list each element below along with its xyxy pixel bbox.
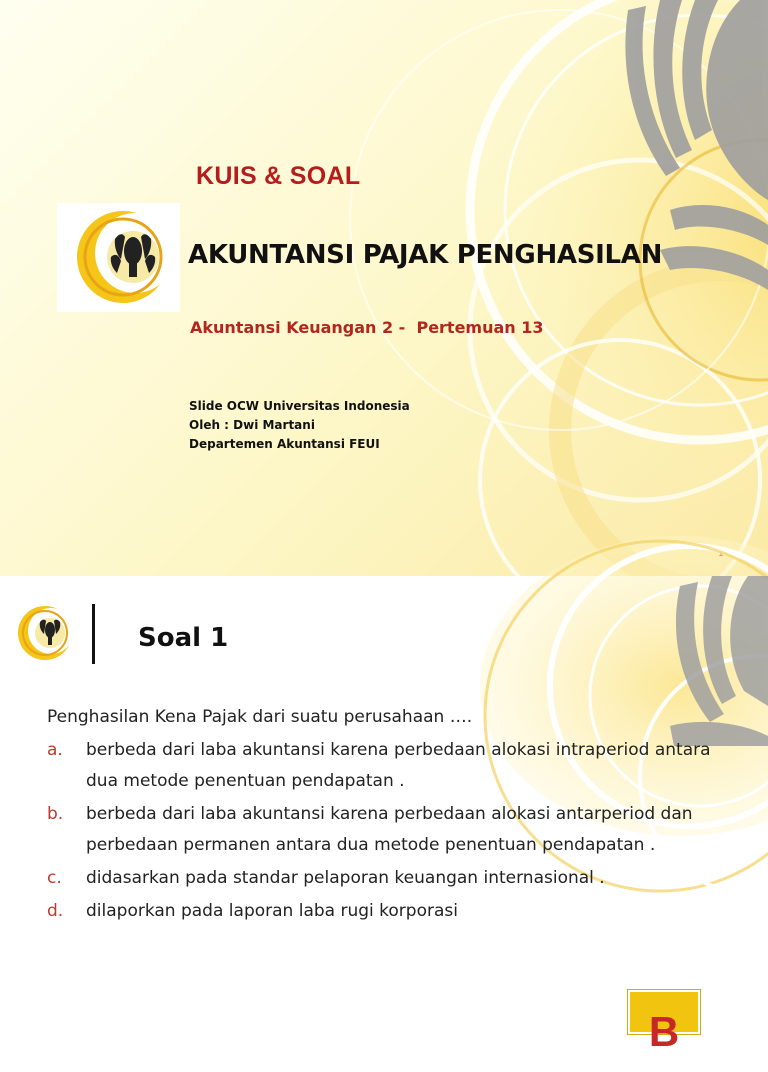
- question-title: Soal 1: [138, 623, 229, 653]
- option-letter: b.: [47, 804, 64, 824]
- question-block: [47, 702, 737, 929]
- option-letter: a.: [47, 740, 63, 760]
- option-text: berbeda dari laba akuntansi karena perbedaan alokasi intraperiod antara dua metode penentuan pendapatan .: [86, 740, 711, 791]
- logo-container: [16, 602, 74, 664]
- option-text: didasarkan pada standar pelaporan keuangan internasional .: [86, 868, 605, 888]
- option-b: [47, 799, 737, 861]
- title-divider: [92, 604, 95, 664]
- option-c: [47, 863, 737, 894]
- main-title: AKUNTANSI PAJAK PENGHASILAN: [188, 240, 663, 270]
- answer-button[interactable]: [628, 990, 700, 1055]
- question-slide: [0, 576, 768, 1055]
- option-text: dilaporkan pada laporan laba rugi korporasi: [86, 901, 458, 921]
- answer-letter: B: [648, 1008, 680, 1055]
- option-letter: d.: [47, 901, 64, 921]
- option-d: [47, 896, 737, 927]
- credit-line: Departemen Akuntansi FEUI: [189, 437, 380, 451]
- logo-container: [57, 203, 180, 312]
- university-logo-icon: [16, 602, 74, 664]
- option-a: [47, 735, 737, 797]
- quiz-title: KUIS & SOAL: [196, 162, 361, 190]
- credits-block: [189, 397, 410, 454]
- subtitle: Akuntansi Keuangan 2 - Pertemuan 13: [190, 318, 544, 337]
- credit-line: Oleh : Dwi Martani: [189, 418, 315, 432]
- question-stem: Penghasilan Kena Pajak dari suatu perusahaan ….: [47, 707, 473, 727]
- option-letter: c.: [47, 868, 62, 888]
- option-text: berbeda dari laba akuntansi karena perbedaan alokasi antarperiod dan perbedaan permanen antara dua metode penentuan pendapatan .: [86, 804, 693, 855]
- options-list: [47, 735, 737, 927]
- credit-line: Slide OCW Universitas Indonesia: [189, 399, 410, 413]
- university-logo-icon: [57, 203, 180, 312]
